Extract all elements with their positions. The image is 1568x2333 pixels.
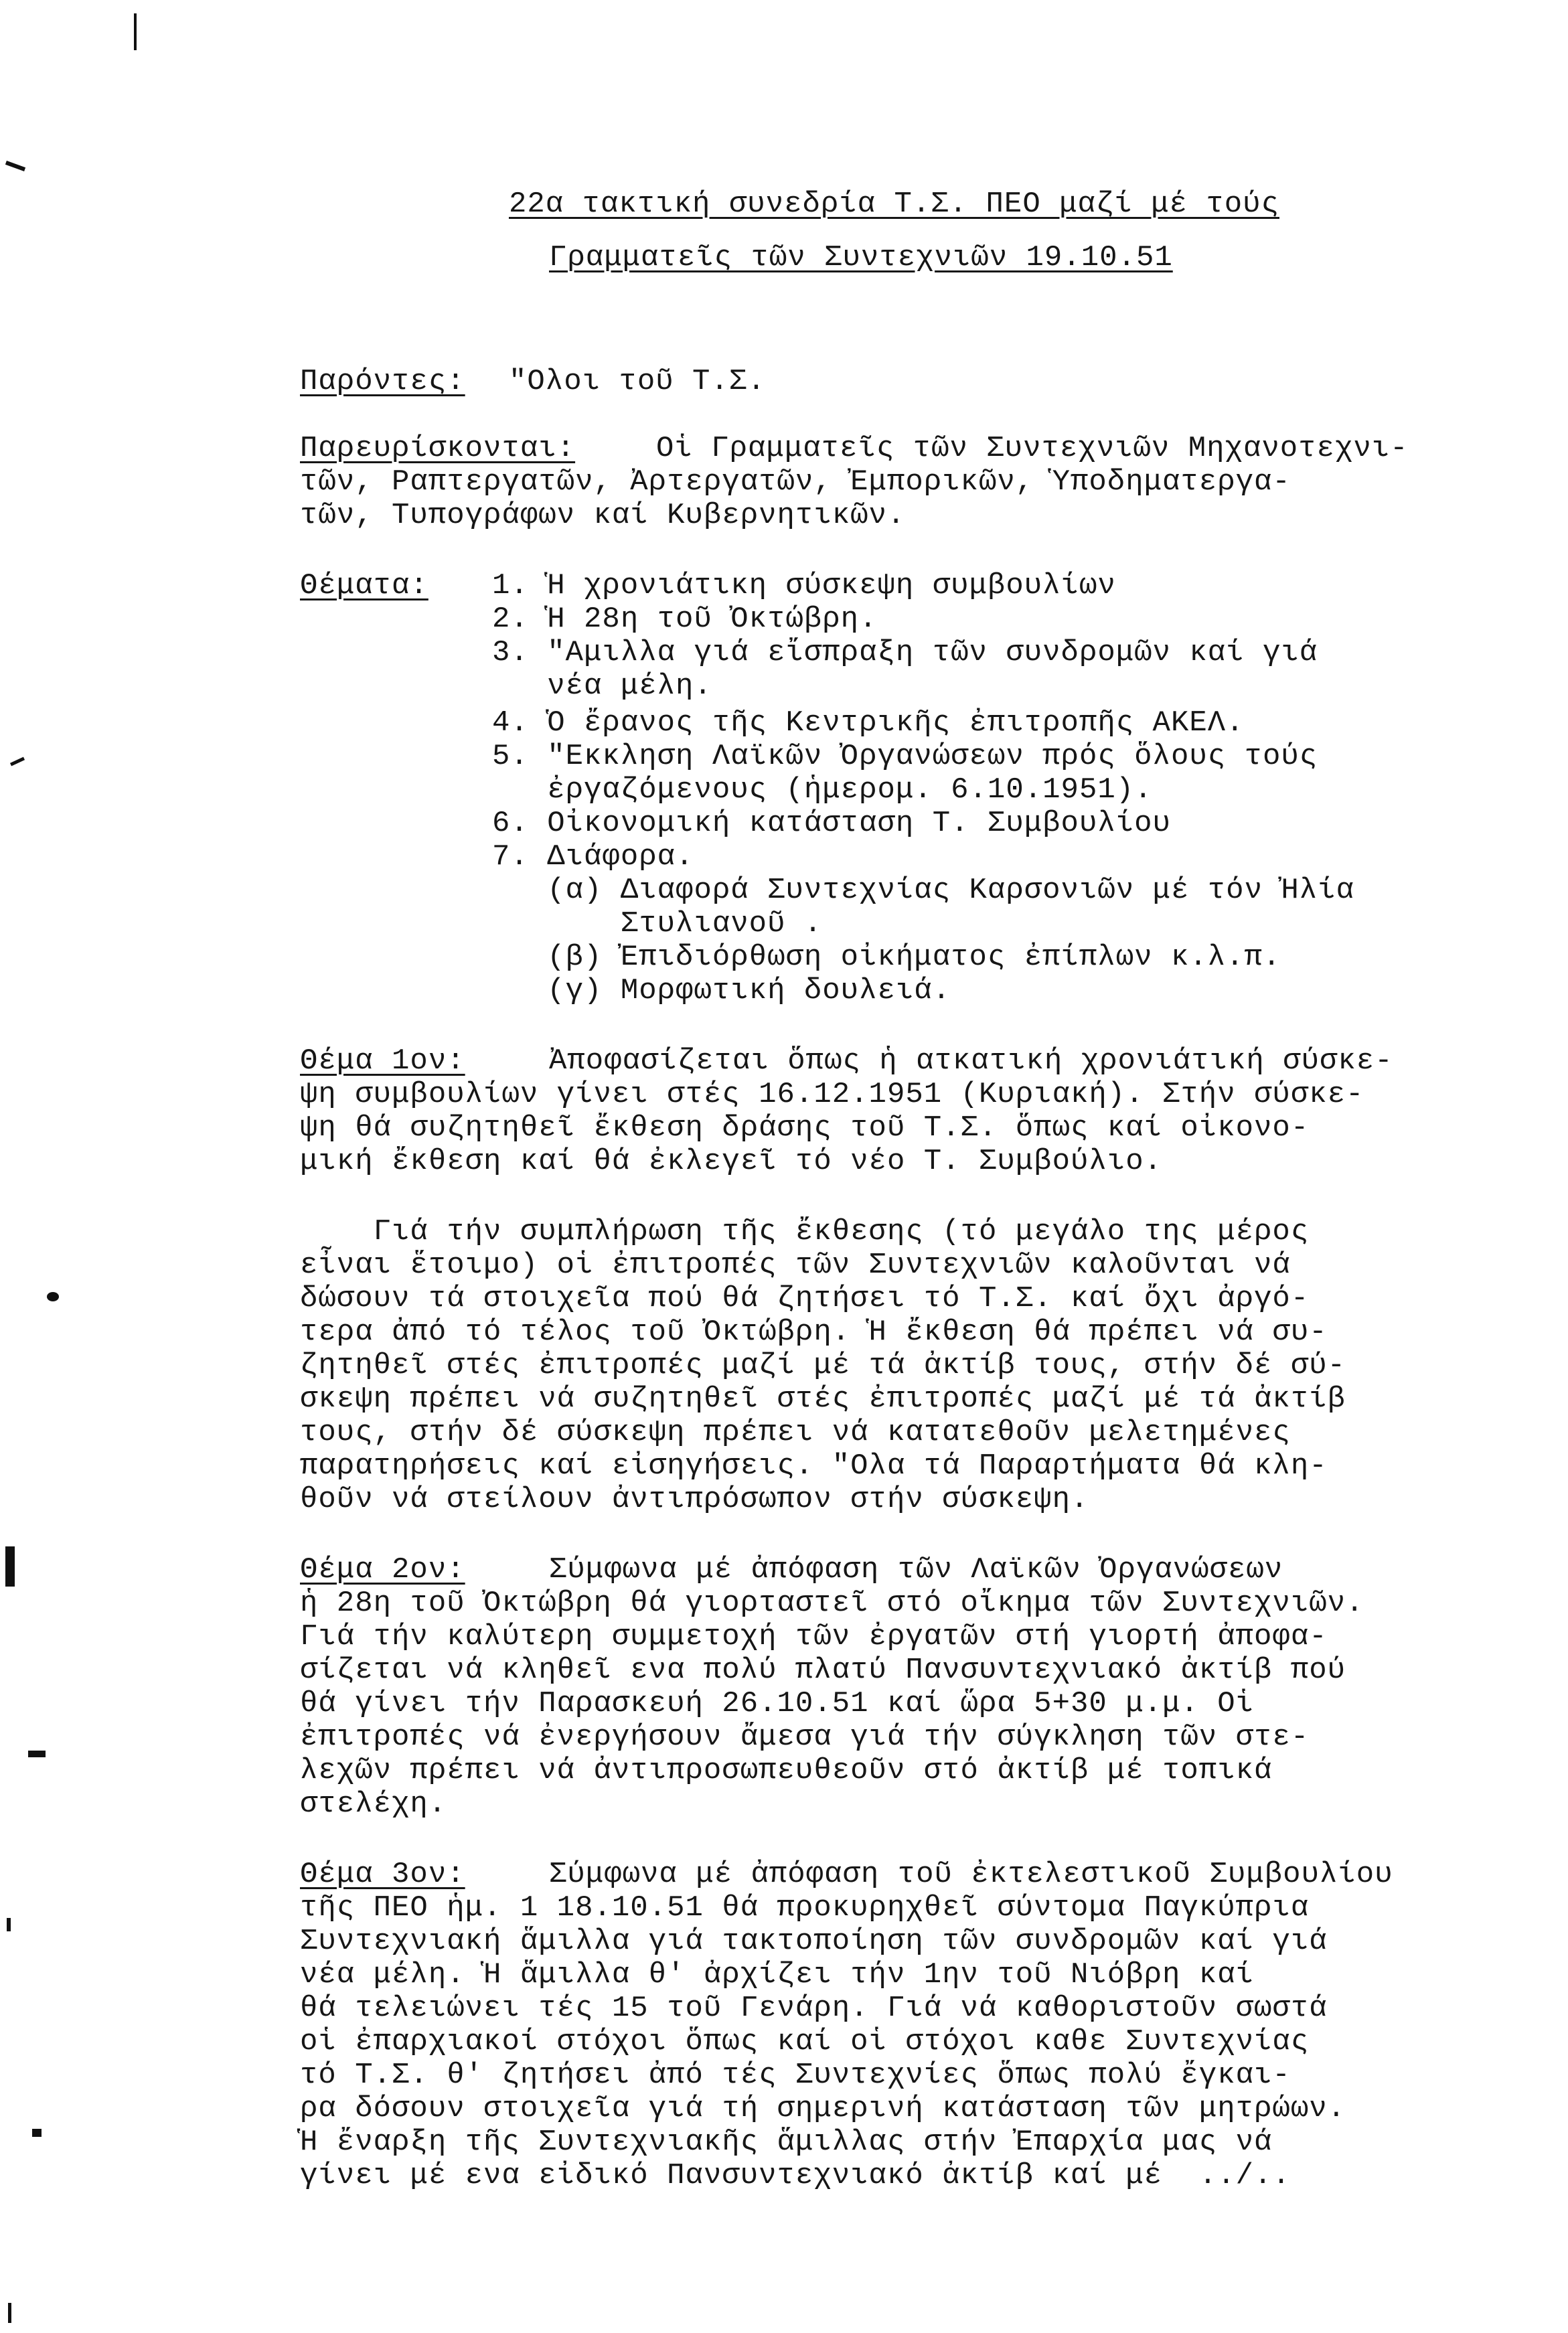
- topic-3-line: τό Τ.Σ. θ' ζητήσει ἀπό τές Συντεχνίες ὅπως πολύ ἔγκαι-: [300, 2059, 1291, 2092]
- topic-3-line: τῆς ΠΕΟ ἡμ. 1 18.10.51 θά προκυρηχθεῖ σύντομα Παγκύπρια: [300, 1891, 1310, 1925]
- scan-mark: [7, 1918, 11, 1931]
- topic-1-paragraph-line: δώσουν τά στοιχεῖα πού θά ζητήσει τό Τ.Σ. καί ὄχι ἀργό-: [300, 1282, 1310, 1315]
- attending-line: τῶν, Ραπτεργατῶν, Ἀρτεργατῶν, Ἐμπορικῶν, Ὑποδηματεργα-: [300, 465, 1291, 499]
- scan-mark: [5, 161, 25, 171]
- topic-1-line: ψη συμβουλίων γίνει στές 16.12.1951 (Κυριακή). Στήν σύσκε-: [300, 1078, 1364, 1111]
- topic-1-line: Ἀποφασίζεται ὅπως ἡ ατκατική χρονιάτική σύσκε-: [549, 1044, 1393, 1078]
- topic-3-line: Σύμφωνα μέ ἀπόφαση τοῦ ἐκτελεστικοῦ Συμβουλίου: [549, 1858, 1393, 1891]
- scan-mark: [5, 1546, 15, 1587]
- topic-2-line: ἐπιτροπές νά ἐνεργήσουν ἄμεσα γιά τήν σύγκληση τῶν στε-: [300, 1720, 1310, 1754]
- agenda-item: 3. "Αμιλλα γιά εἴσπραξη τῶν συνδρομῶν καί γιά: [492, 636, 1318, 669]
- topic-2-line: σίζεται νά κληθεῖ ενα πολύ πλατύ Πανσυντεχνιακό ἀκτίβ πού: [300, 1654, 1346, 1687]
- topic-1-paragraph-line: σκεψη πρέπει νά συζητηθεῖ στές ἐπιτροπές μαζί μέ τά ἀκτίβ: [300, 1382, 1346, 1416]
- topic-3-line: θά τελειώνει τές 15 τοῦ Γενάρη. Γιά νά καθοριστοῦν σωστά: [300, 1992, 1328, 2025]
- topic-1-paragraph-line: Γιά τήν συμπλήρωση τῆς ἔκθεσης (τό μεγάλο της μέρος: [300, 1215, 1310, 1249]
- attending-line: Οἱ Γραμματεῖς τῶν Συντεχνιῶν Μηχανοτεχνι-: [656, 432, 1409, 465]
- document-title-line-1: 22α τακτική συνεδρία Τ.Σ. ΠΕΟ μαζί μέ τούς: [509, 187, 1279, 221]
- scan-mark: [10, 757, 25, 767]
- topic-2-line: λεχῶν πρέπει νά ἀντιπροσωπευθεοῦν στό ἀκτίβ μέ τοπικά: [300, 1754, 1273, 1787]
- topic-2-line: θά γίνει τήν Παρασκευή 26.10.51 καί ὥρα 5+30 μ.μ. Οἱ: [300, 1687, 1255, 1720]
- topic-3-line: Συντεχνιακή ἅμιλλα γιά τακτοποίηση τῶν συνδρομῶν καί γιά: [300, 1925, 1328, 1958]
- topic-2-line: στελέχη.: [300, 1787, 447, 1821]
- agenda-item: (γ) Μορφωτική δουλειά.: [492, 974, 951, 1008]
- present-label: Παρόντες:: [300, 365, 465, 398]
- agenda-item: 6. Οἰκονομική κατάσταση Τ. Συμβουλίου: [492, 807, 1171, 840]
- topic-1-paragraph-line: παρατηρήσεις καί εἰσηγήσεις. "Ολα τά Παραρτήματα θά κλη-: [300, 1449, 1328, 1483]
- topic-1-line: μική ἔκθεση καί θά ἐκλεγεῖ τό νέο Τ. Συμβούλιο.: [300, 1145, 1163, 1178]
- topic-2-line: Σύμφωνα μέ ἀπόφαση τῶν Λαϊκῶν Ὀργανώσεων: [549, 1553, 1283, 1587]
- agenda-label: Θέματα:: [300, 569, 428, 602]
- present-text: "Ολοι τοῦ Τ.Σ.: [509, 365, 766, 398]
- scan-mark: [47, 1292, 59, 1301]
- scan-mark: [28, 1751, 46, 1757]
- topic-3-label: Θέμα 3ον:: [300, 1858, 465, 1891]
- agenda-item: 4. Ὁ ἔρανος τῆς Κεντρικῆς ἐπιτροπῆς ΑΚΕΛ.: [492, 706, 1245, 740]
- scan-mark: [134, 13, 137, 50]
- attending-line: τῶν, Τυπογράφων καί Κυβερνητικῶν.: [300, 499, 906, 532]
- topic-1-paragraph-line: εἶναι ἕτοιμο) οἱ ἐπιτροπές τῶν Συντεχνιῶν καλοῦνται νά: [300, 1249, 1291, 1282]
- attending-label: Παρευρίσκονται:: [300, 432, 576, 465]
- agenda-item: ἐργαζόμενους (ἡμερομ. 6.10.1951).: [492, 773, 1153, 807]
- agenda-item: νέα μέλη.: [492, 669, 712, 703]
- agenda-item: 5. "Εκκληση Λαϊκῶν Ὀργανώσεων πρός ὅλους τούς: [492, 740, 1318, 773]
- agenda-item: 2. Ἡ 28η τοῦ Ὀκτώβρη.: [492, 602, 878, 636]
- topic-3-line: Ἡ ἔναρξη τῆς Συντεχνιακῆς ἅμιλλας στήν Ἐπαρχία μας νά: [300, 2125, 1273, 2159]
- agenda-item: (α) Διαφορά Συντεχνίας Καρσονιῶν μέ τόν Ἠλία: [492, 874, 1355, 907]
- topic-1-paragraph-line: ζητηθεῖ στές ἐπιτροπές μαζί μέ τά ἀκτίβ τους, στήν δέ σύ-: [300, 1349, 1346, 1382]
- agenda-item: Στυλιανοῦ .: [492, 907, 823, 941]
- topic-1-paragraph-line: θοῦν νά στείλουν ἀντιπρόσωπον στήν σύσκεψη.: [300, 1483, 1089, 1516]
- document-title-line-2: Γραμματεῖς τῶν Συντεχνιῶν 19.10.51: [549, 241, 1173, 274]
- scan-mark: [8, 2303, 11, 2323]
- agenda-item: 1. Ἡ χρονιάτικη σύσκεψη συμβουλίων: [492, 569, 1116, 602]
- topic-2-line: ἡ 28η τοῦ Ὀκτώβρη θά γιορταστεῖ στό οἴκημα τῶν Συντεχνιῶν.: [300, 1587, 1364, 1620]
- topic-3-line: γίνει μέ ενα εἰδικό Πανσυντεχνιακό ἀκτίβ καί μέ ../..: [300, 2159, 1291, 2192]
- topic-3-line: οἱ ἐπαρχιακοί στόχοι ὅπως καί οἱ στόχοι καθε Συντεχνίας: [300, 2025, 1310, 2059]
- topic-3-line: ρα δόσουν στοιχεῖα γιά τή σημερινή κατάσταση τῶν μητρώων.: [300, 2092, 1346, 2125]
- topic-1-line: ψη θά συζητηθεῖ ἔκθεση δράσης τοῦ Τ.Σ. ὅπως καί οἰκονο-: [300, 1111, 1310, 1145]
- topic-1-paragraph-line: τους, στήν δέ σύσκεψη πρέπει νά κατατεθοῦν μελετημένες: [300, 1416, 1291, 1449]
- topic-1-paragraph-line: τερα ἀπό τό τέλος τοῦ Ὀκτώβρη. Ἡ ἔκθεση θά πρέπει νά συ-: [300, 1315, 1328, 1349]
- topic-3-line: νέα μέλη. Ἡ ἅμιλλα θ' ἀρχίζει τήν 1ην τοῦ Νιόβρη καί: [300, 1958, 1255, 1992]
- topic-2-line: Γιά τήν καλύτερη συμμετοχή τῶν ἐργατῶν στή γιορτή ἀποφα-: [300, 1620, 1328, 1654]
- agenda-item: 7. Διάφορα.: [492, 840, 694, 874]
- agenda-item: (β) Ἐπιδιόρθωση οἰκήματος ἐπίπλων κ.λ.π.: [492, 941, 1281, 974]
- topic-2-label: Θέμα 2ον:: [300, 1553, 465, 1587]
- scan-mark: [32, 2129, 42, 2137]
- topic-1-label: Θέμα 1ον:: [300, 1044, 465, 1078]
